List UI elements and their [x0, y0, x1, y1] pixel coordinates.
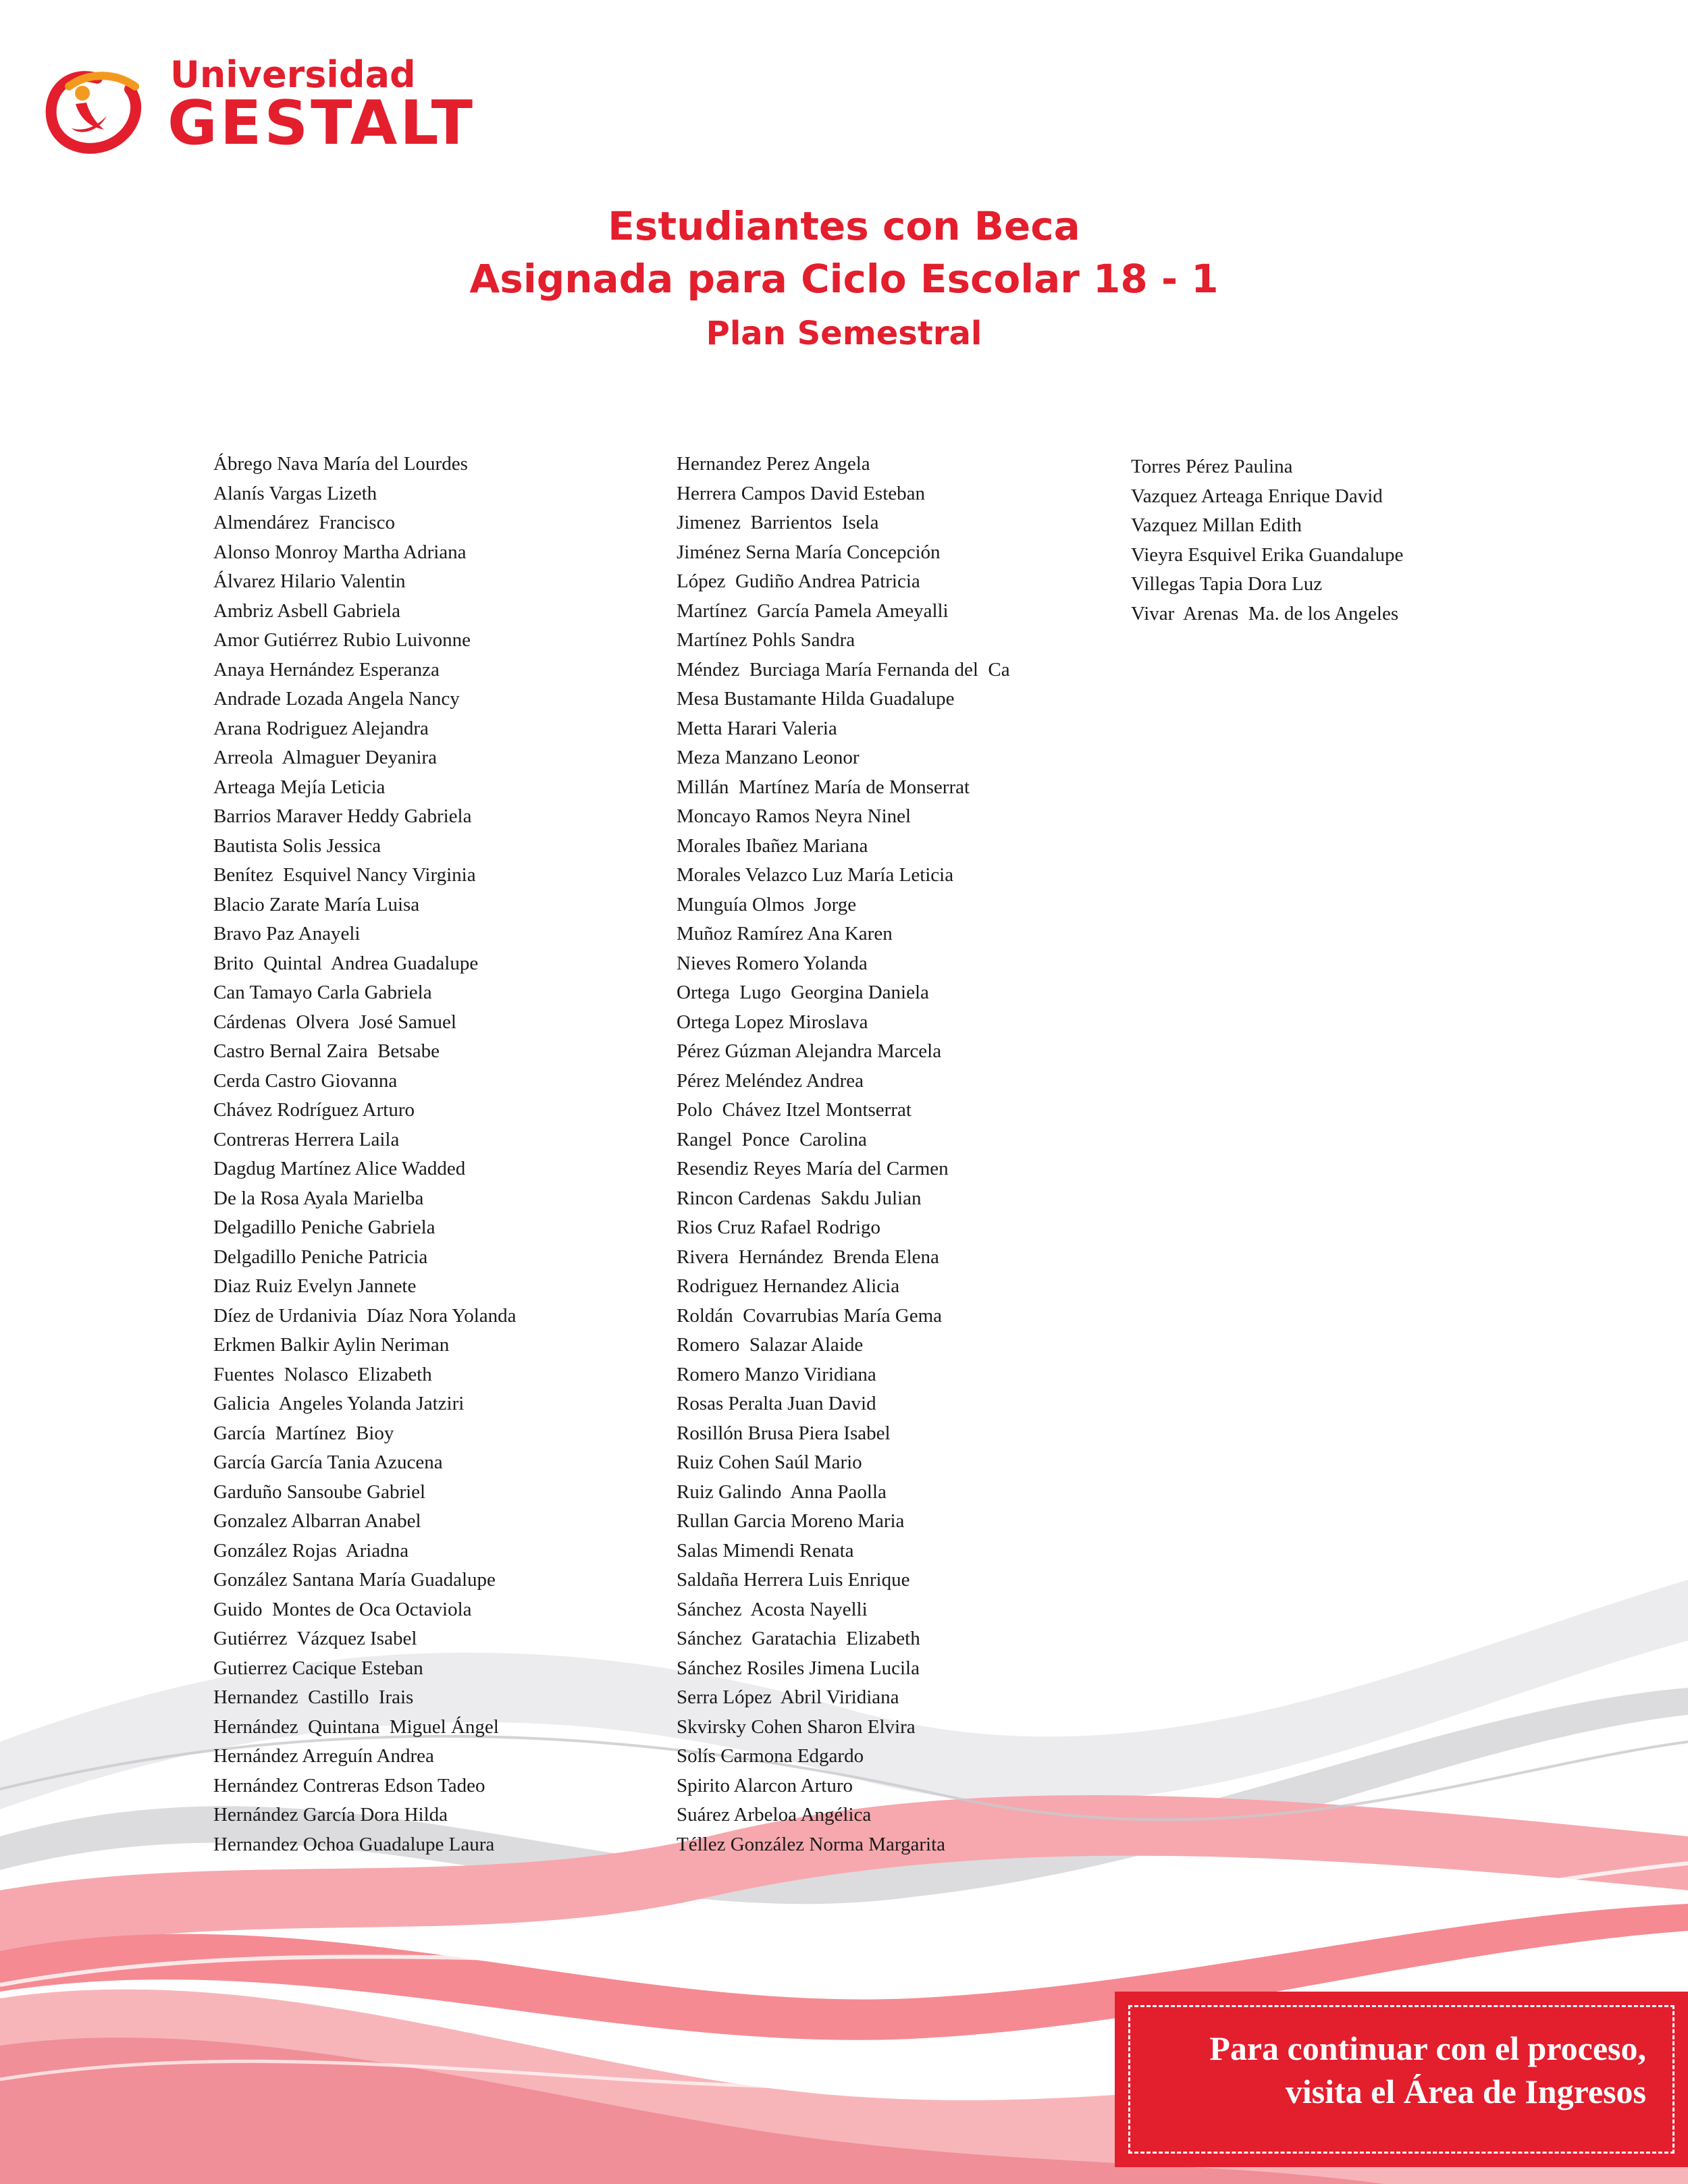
student-name: Solís Carmona Edgardo — [677, 1745, 864, 1767]
student-name: Can Tamayo Carla Gabriela — [213, 982, 432, 1003]
brand-name-line1: Universidad — [170, 53, 416, 96]
student-name: Ruiz Galindo Anna Paolla — [677, 1481, 887, 1503]
student-name: Rangel Ponce Carolina — [677, 1128, 867, 1150]
student-name: Jimenez Barrientos Isela — [677, 512, 879, 533]
student-name: Torres Pérez Paulina — [1131, 456, 1293, 477]
student-name: Ruiz Cohen Saúl Mario — [677, 1451, 862, 1473]
student-name: Chávez Rodríguez Arturo — [213, 1099, 415, 1121]
student-name: Hernandez Ochoa Guadalupe Laura — [213, 1833, 495, 1855]
student-name: Alanís Vargas Lizeth — [213, 482, 377, 504]
student-name: Benítez Esquivel Nancy Virginia — [213, 864, 476, 886]
student-name: Vazquez Millan Edith — [1131, 514, 1302, 536]
student-name: Cárdenas Olvera José Samuel — [213, 1011, 456, 1033]
brand-name-line2: GESTALT — [167, 88, 476, 159]
student-name: Polo Chávez Itzel Montserrat — [677, 1099, 912, 1121]
student-name: Diaz Ruiz Evelyn Jannete — [213, 1275, 417, 1297]
cta-line1: Para continuar con el proceso, — [1209, 2029, 1646, 2067]
student-name: Villegas Tapia Dora Luz — [1131, 573, 1323, 595]
cta-box — [1115, 1992, 1688, 2167]
student-name: Sánchez Rosiles Jimena Lucila — [677, 1657, 920, 1679]
student-name: Cerda Castro Giovanna — [213, 1069, 398, 1092]
student-name: Rodriguez Hernandez Alicia — [677, 1275, 900, 1297]
student-name: Díez de Urdanivia Díaz Nora Yolanda — [213, 1304, 517, 1327]
student-name: Méndez Burciaga María Fernanda del Ca — [677, 658, 1010, 681]
student-name: Galicia Angeles Yolanda Jatziri — [213, 1393, 465, 1414]
student-name: Arreola Almaguer Deyanira — [213, 747, 437, 768]
student-name: Morales Velazco Luz María Leticia — [677, 864, 954, 886]
student-name: Vazquez Arteaga Enrique David — [1131, 485, 1383, 507]
student-name: Gutiérrez Vázquez Isabel — [213, 1628, 417, 1649]
student-name: Martínez García Pamela Ameyalli — [677, 600, 949, 622]
student-name: Álvarez Hilario Valentin — [213, 570, 406, 592]
student-name: Jiménez Serna María Concepción — [677, 541, 941, 563]
student-name: Delgadillo Peniche Patricia — [213, 1246, 428, 1268]
student-name: Arteaga Mejía Leticia — [213, 776, 386, 798]
student-name: García Martínez Bioy — [213, 1422, 394, 1444]
student-name: Meza Manzano Leonor — [677, 747, 860, 768]
student-name: Pérez Meléndez Andrea — [677, 1069, 864, 1092]
student-name: Sánchez Garatachia Elizabeth — [677, 1628, 920, 1649]
student-name: Ortega Lugo Georgina Daniela — [677, 982, 929, 1003]
student-name: Hernandez Perez Angela — [677, 453, 870, 475]
student-name: Brito Quintal Andrea Guadalupe — [213, 952, 479, 974]
student-name: Hernández Arreguín Andrea — [213, 1745, 434, 1767]
student-name: Fuentes Nolasco Elizabeth — [213, 1363, 432, 1385]
student-list-column-3 — [1131, 452, 1403, 629]
student-name: Rullan Garcia Moreno Maria — [677, 1510, 905, 1532]
student-name: Arana Rodriguez Alejandra — [213, 717, 429, 739]
student-name: Erkmen Balkir Aylin Neriman — [213, 1334, 450, 1356]
student-name: Gonzalez Albarran Anabel — [213, 1510, 421, 1532]
student-name: Amor Gutiérrez Rubio Luivonne — [213, 629, 471, 651]
student-name: Ábrego Nava María del Lourdes — [213, 453, 468, 475]
student-name: Resendiz Reyes María del Carmen — [677, 1158, 949, 1179]
student-name: Gutierrez Cacique Esteban — [213, 1657, 423, 1679]
student-name: González Rojas Ariadna — [213, 1539, 409, 1562]
student-name: Delgadillo Peniche Gabriela — [213, 1217, 436, 1238]
university-logo — [42, 54, 515, 162]
student-name: González Santana María Guadalupe — [213, 1569, 496, 1591]
student-name: De la Rosa Ayala Marielba — [213, 1187, 424, 1209]
student-name: Rosillón Brusa Piera Isabel — [677, 1422, 891, 1444]
student-list-column-2 — [677, 450, 1010, 1859]
student-name: Rosas Peralta Juan David — [677, 1393, 876, 1414]
student-name: Ambriz Asbell Gabriela — [213, 600, 401, 622]
student-name: Saldaña Herrera Luis Enrique — [677, 1569, 910, 1591]
student-name: Hernández Quintana Miguel Ángel — [213, 1715, 499, 1738]
student-name: Garduño Sansoube Gabriel — [213, 1481, 426, 1503]
student-name: Suárez Arbeloa Angélica — [677, 1804, 872, 1826]
student-name: Guido Montes de Oca Octaviola — [213, 1598, 472, 1620]
student-name: Pérez Gúzman Alejandra Marcela — [677, 1040, 942, 1062]
student-name: Nieves Romero Yolanda — [677, 952, 868, 974]
document-header — [0, 200, 1688, 354]
student-name: Bautista Solis Jessica — [213, 834, 381, 857]
student-name: Dagdug Martínez Alice Wadded — [213, 1158, 466, 1179]
title-line2: Asignada para Ciclo Escolar 18 - 1 — [469, 256, 1219, 302]
gestalt-logo-icon — [42, 54, 150, 162]
student-name: Contreras Herrera Laila — [213, 1128, 400, 1150]
student-name: Romero Manzo Viridiana — [677, 1363, 876, 1385]
student-name: Moncayo Ramos Neyra Ninel — [677, 805, 912, 827]
student-name: Castro Bernal Zaira Betsabe — [213, 1040, 440, 1062]
student-name: Morales Ibañez Mariana — [677, 834, 868, 857]
student-name: Vivar Arenas Ma. de los Angeles — [1131, 602, 1399, 624]
student-name: Téllez González Norma Margarita — [677, 1833, 946, 1855]
student-name: Spirito Alarcon Arturo — [677, 1774, 853, 1796]
student-name: Hernández García Dora Hilda — [213, 1804, 448, 1826]
student-name: Mesa Bustamante Hilda Guadalupe — [677, 688, 955, 710]
subtitle: Plan Semestral — [706, 315, 982, 352]
cta-text — [1209, 2027, 1646, 2113]
student-name: Vieyra Esquivel Erika Guandalupe — [1131, 543, 1404, 566]
student-name: García García Tania Azucena — [213, 1451, 443, 1473]
student-name: Muñoz Ramírez Ana Karen — [677, 923, 893, 944]
student-name: Hernandez Castillo Irais — [213, 1686, 414, 1708]
student-name: Herrera Campos David Esteban — [677, 482, 926, 504]
student-name: Blacio Zarate María Luisa — [213, 893, 420, 915]
student-name: Anaya Hernández Esperanza — [213, 658, 440, 681]
student-name: Millán Martínez María de Monserrat — [677, 776, 970, 798]
student-name: Bravo Paz Anayeli — [213, 923, 361, 944]
title-line1: Estudiantes con Beca — [608, 203, 1080, 249]
student-name: Barrios Maraver Heddy Gabriela — [213, 805, 472, 827]
student-list-column-1 — [213, 450, 517, 1859]
student-name: Skvirsky Cohen Sharon Elvira — [677, 1715, 916, 1738]
student-name: López Gudiño Andrea Patricia — [677, 570, 920, 592]
student-name: Almendárez Francisco — [213, 512, 395, 533]
student-name: Roldán Covarrubias María Gema — [677, 1304, 943, 1327]
student-name: Ortega Lopez Miroslava — [677, 1011, 868, 1033]
student-name: Hernández Contreras Edson Tadeo — [213, 1774, 485, 1796]
student-name: Metta Harari Valeria — [677, 717, 837, 739]
student-name: Salas Mimendi Renata — [677, 1539, 854, 1562]
student-name: Andrade Lozada Angela Nancy — [213, 688, 460, 710]
student-name: Munguía Olmos Jorge — [677, 893, 857, 915]
student-name: Martínez Pohls Sandra — [677, 629, 855, 651]
cta-line2: visita el Área de Ingresos — [1285, 2073, 1646, 2110]
student-name: Rios Cruz Rafael Rodrigo — [677, 1217, 881, 1238]
student-name: Sánchez Acosta Nayelli — [677, 1598, 868, 1620]
student-name: Romero Salazar Alaide — [677, 1334, 864, 1356]
student-name: Serra López Abril Viridiana — [677, 1686, 899, 1708]
student-name: Rincon Cardenas Sakdu Julian — [677, 1187, 922, 1209]
student-name: Alonso Monroy Martha Adriana — [213, 541, 467, 563]
student-name: Rivera Hernández Brenda Elena — [677, 1246, 939, 1268]
